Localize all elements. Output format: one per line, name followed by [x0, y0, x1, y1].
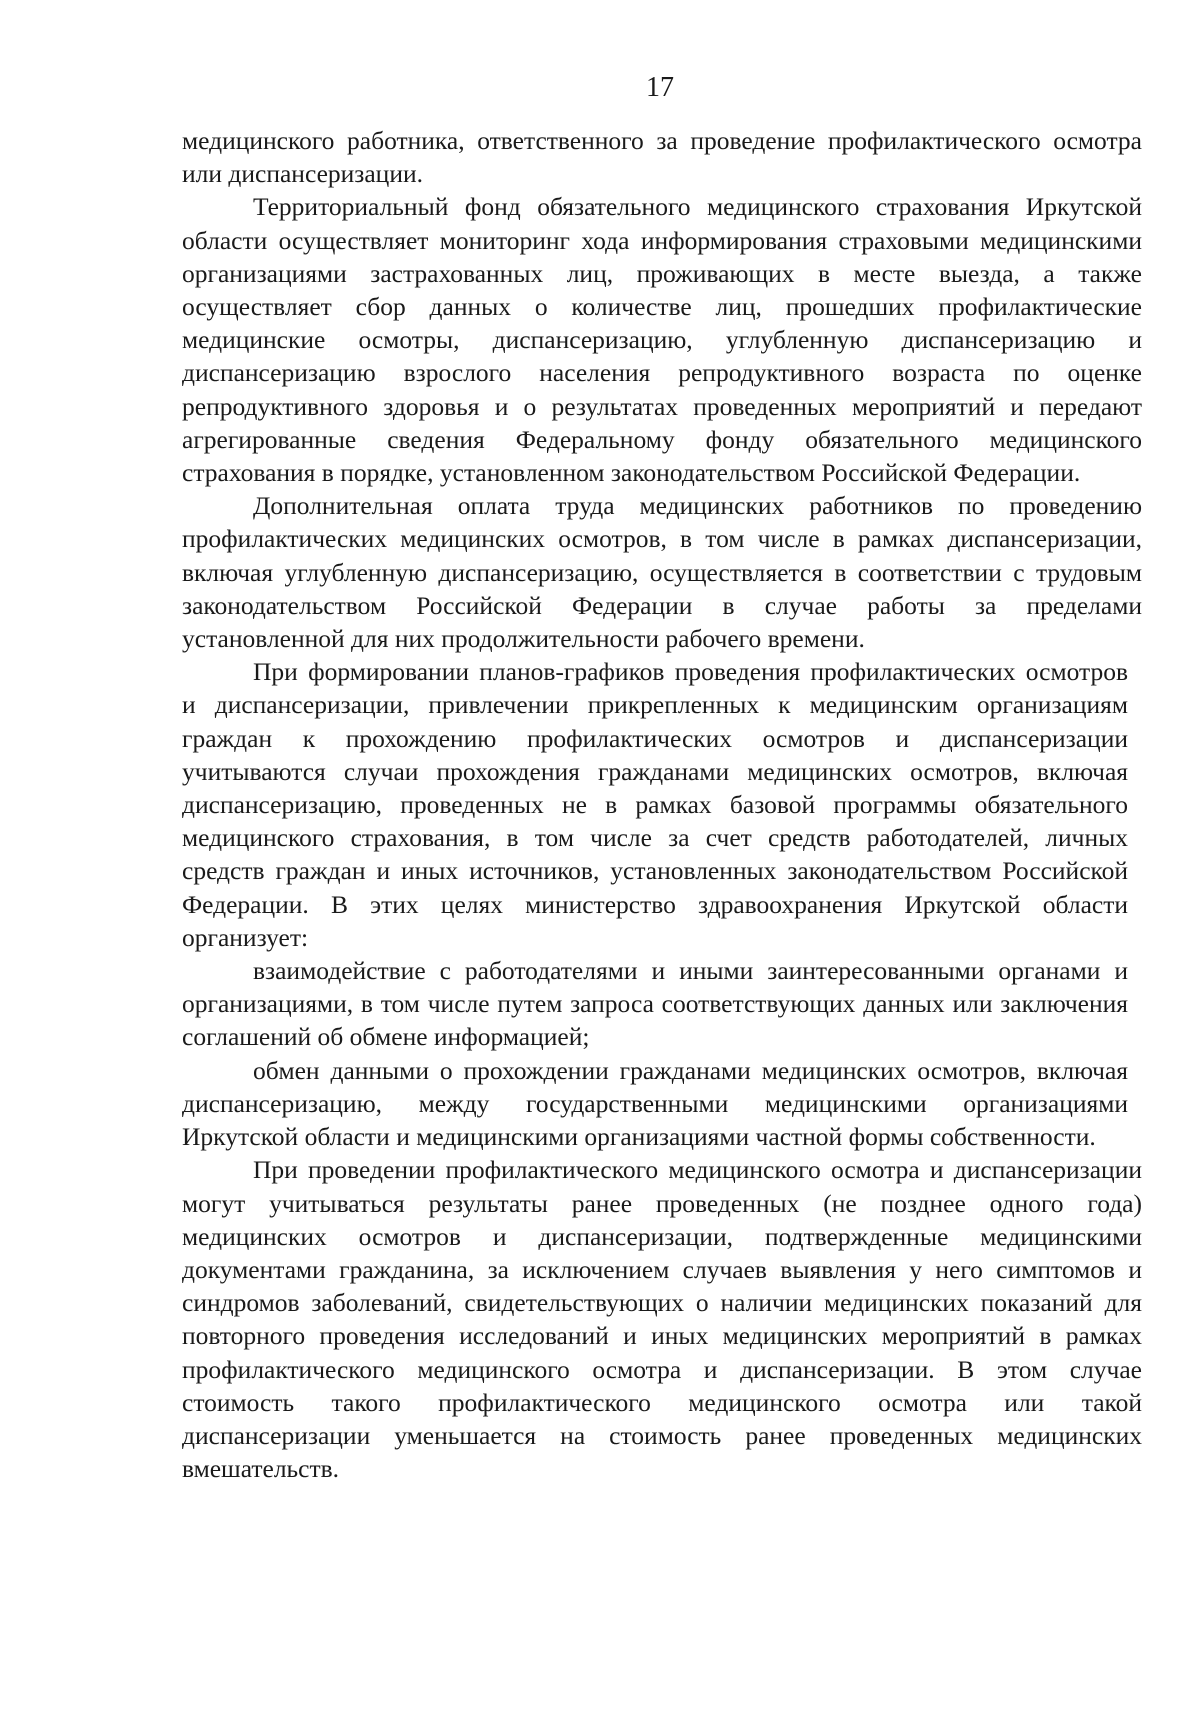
paragraph-tfoms-monitoring: Территориальный фонд обязательного медицинского страхования Иркутской области осуществляет мониторинг хода информирования страховыми медицинскими организациями застрахованных лиц, проживающих в месте выезда, а также осуществляет сбор данных о количестве лиц, прошедших профилактические медицинские осмотры, диспансеризацию, углубленную диспансеризацию и диспансеризацию взрослого населения репродуктивного возраста по оценке репродуктивного здоровья и о результатах проведенных мероприятий и передают агрегированные сведения Федеральному фонду обязательного медицинского страхования в порядке, установленном законодательством Российской Федерации. — [182, 192, 1142, 488]
paragraph-additional-pay: Дополнительная оплата труда медицинских работников по проведению профилактических медицинских осмотров, в том числе в рамках диспансеризации, включая углубленную диспансеризацию, осуществляется в соответствии с трудовым законодательством Российской Федерации в случае работы за пределами установленной для них продолжительности рабочего времени. — [182, 491, 1142, 654]
paragraph-data-exchange: обмен данными о прохождении гражданами медицинских осмотров, включая диспансеризацию, между государственными медицинскими организациями Иркутской области и медицинскими организациями частной формы собственности. — [182, 1055, 1128, 1152]
paragraph-employer-interaction: взаимодействие с работодателями и иными заинтересованными органами и организациями, в том числе путем запроса соответствующих данных или заключения соглашений об обмене информацией; — [182, 956, 1128, 1052]
page-number: 17 — [646, 72, 674, 103]
paragraph-continuation: медицинского работника, ответственного за проведение профилактического осмотра или диспансеризации. — [182, 126, 1142, 189]
paragraph-schedule-planning: При формировании планов-графиков проведения профилактических осмотров и диспансеризации, привлечении прикрепленных к медицинским организациям граждан к прохождению профилактических осмотров и диспансеризации учитываются случаи прохождения гражданами медицинских осмотров, включая диспансеризацию, проведенных не в рамках базовой программы обязательного медицинского страхования, в том числе за счет средств работодателей, личных средств граждан и иных источников, установленных законодательством Российской Федерации. В этих целях министерство здравоохранения Иркутской области организует: — [182, 657, 1128, 952]
document-body — [182, 124, 1142, 1485]
paragraph-previous-results: При проведении профилактического медицинского осмотра и диспансеризации могут учитываться результаты ранее проведенных (не позднее одного года) медицинских осмотров и диспансеризации, подтвержденные медицинскими документами гражданина, за исключением случаев выявления у него симптомов и синдромов заболеваний, свидетельствующих о наличии медицинских показаний для повторного проведения исследований и иных медицинских мероприятий в рамках профилактического медицинского осмотра и диспансеризации. В этом случае стоимость такого профилактического медицинского осмотра или такой диспансеризации уменьшается на стоимость ранее проведенных медицинских вмешательств. — [182, 1155, 1142, 1484]
